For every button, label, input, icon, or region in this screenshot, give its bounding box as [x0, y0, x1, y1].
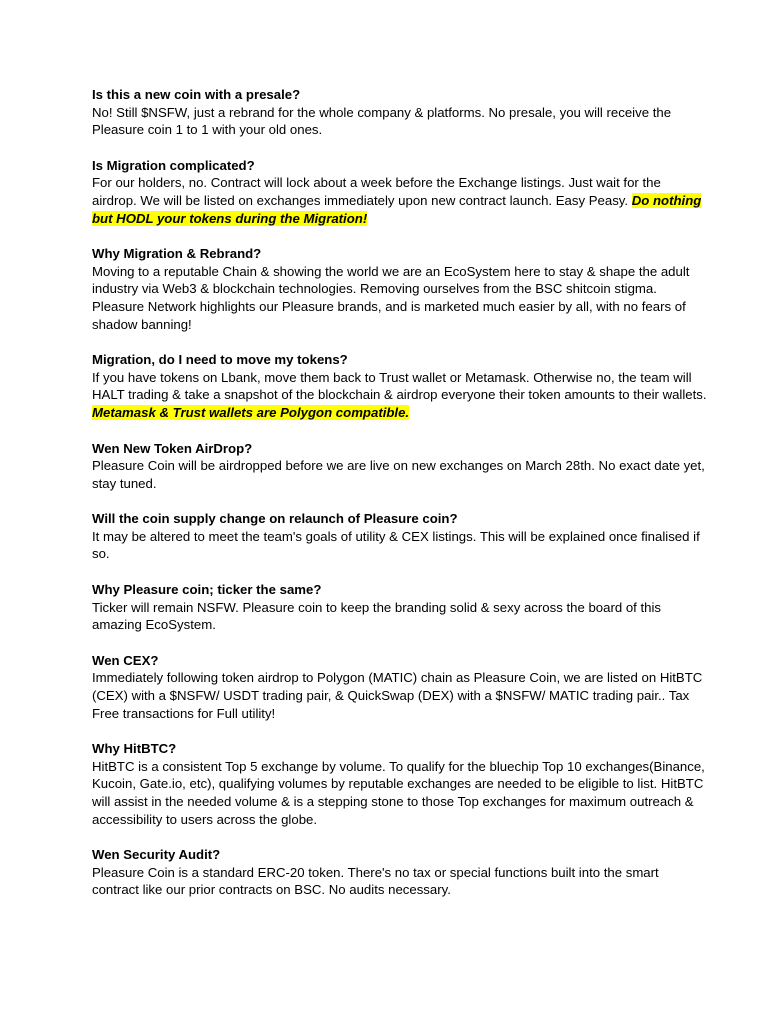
faq-answer: Immediately following token airdrop to Polygon (MATIC) chain as Pleasure Coin, we are listed on HitBTC (CEX) with a $NSFW/ USDT trading pair, & QuickSwap (DEX) with a $NSFW/ MATIC trading pair.. Tax Free transactions for Full utility! — [92, 670, 703, 721]
faq-question: Wen Security Audit? — [92, 847, 221, 863]
faq-item-cex — [92, 652, 708, 722]
faq-question: Wen New Token AirDrop? — [92, 440, 253, 456]
faq-question: Wen CEX? — [92, 652, 159, 668]
faq-answer: Ticker will remain NSFW. Pleasure coin to keep the branding solid & sexy across the board of this amazing EcoSystem. — [92, 599, 662, 633]
faq-question: Will the coin supply change on relaunch of Pleasure coin? — [92, 511, 458, 527]
faq-answer: No! Still $NSFW, just a rebrand for the whole company & platforms. No presale, you will receive the Pleasure coin 1 to 1 with your old ones. — [92, 104, 672, 138]
faq-question: Migration, do I need to move my tokens? — [92, 352, 348, 368]
faq-answer: Moving to a reputable Chain & showing the world we are an EcoSystem here to stay & shape the adult industry via Web3 & blockchain technologies. Removing ourselves from the BSC shitcoin stigma. Pleasure Network highlights our Pleasure brands, and is marketed much easier by all, with no fears of shadow banning! — [92, 263, 690, 332]
faq-question: Why HitBTC? — [92, 741, 177, 757]
faq-item-hitbtc — [92, 740, 708, 828]
faq-question: Why Pleasure coin; ticker the same? — [92, 582, 322, 598]
faq-question: Why Migration & Rebrand? — [92, 246, 262, 262]
faq-item-presale — [92, 86, 708, 139]
faq-answer-text: For our holders, no. Contract will lock about a week before the Exchange listings. Just wait for the airdrop. We will be listed on exchanges immediately upon new contract launch. Easy Peasy. — [92, 175, 661, 208]
faq-item-audit — [92, 846, 708, 899]
faq-item-airdrop — [92, 440, 708, 493]
faq-item-ticker — [92, 581, 708, 634]
faq-answer: HitBTC is a consistent Top 5 exchange by volume. To qualify for the bluechip Top 10 exchanges(Binance, Kucoin, Gate.io, etc), qualifying volumes by reputable exchanges are needed to be eligible to list. HitBTC will assist in the needed volume & is a stepping stone to those Top exchanges for maximum outreach & accessibility to users across the globe. — [92, 758, 705, 827]
highlighted-text: Do nothing but HODL your tokens during the Migration! — [92, 192, 702, 226]
faq-answer: Pleasure Coin will be airdropped before we are live on new exchanges on March 28th. No exact date yet, stay tuned. — [92, 458, 705, 491]
faq-answer: Pleasure Coin is a standard ERC-20 token. There's no tax or special functions built into the smart contract like our prior contracts on BSC. No audits necessary. — [92, 864, 659, 898]
faq-question: Is Migration complicated? — [92, 157, 255, 173]
faq-answer — [92, 369, 708, 422]
highlighted-text: Metamask & Trust wallets are Polygon compatible. — [92, 404, 410, 420]
faq-question: Is this a new coin with a presale? — [92, 87, 301, 102]
faq-answer: It may be altered to meet the team's goals of utility & CEX listings. This will be explained once finalised if so. — [92, 528, 700, 562]
faq-answer-text: If you have tokens on Lbank, move them back to Trust wallet or Metamask. Otherwise no, the team will HALT trading & take a snapshot of the blockchain & airdrop everyone their token amounts to their wallets. — [92, 369, 707, 403]
faq-item-move-tokens — [92, 351, 708, 421]
faq-answer — [92, 174, 708, 227]
faq-item-supply — [92, 510, 708, 563]
faq-item-migration-complicated — [92, 157, 708, 227]
faq-item-migration-rebrand — [92, 245, 708, 333]
